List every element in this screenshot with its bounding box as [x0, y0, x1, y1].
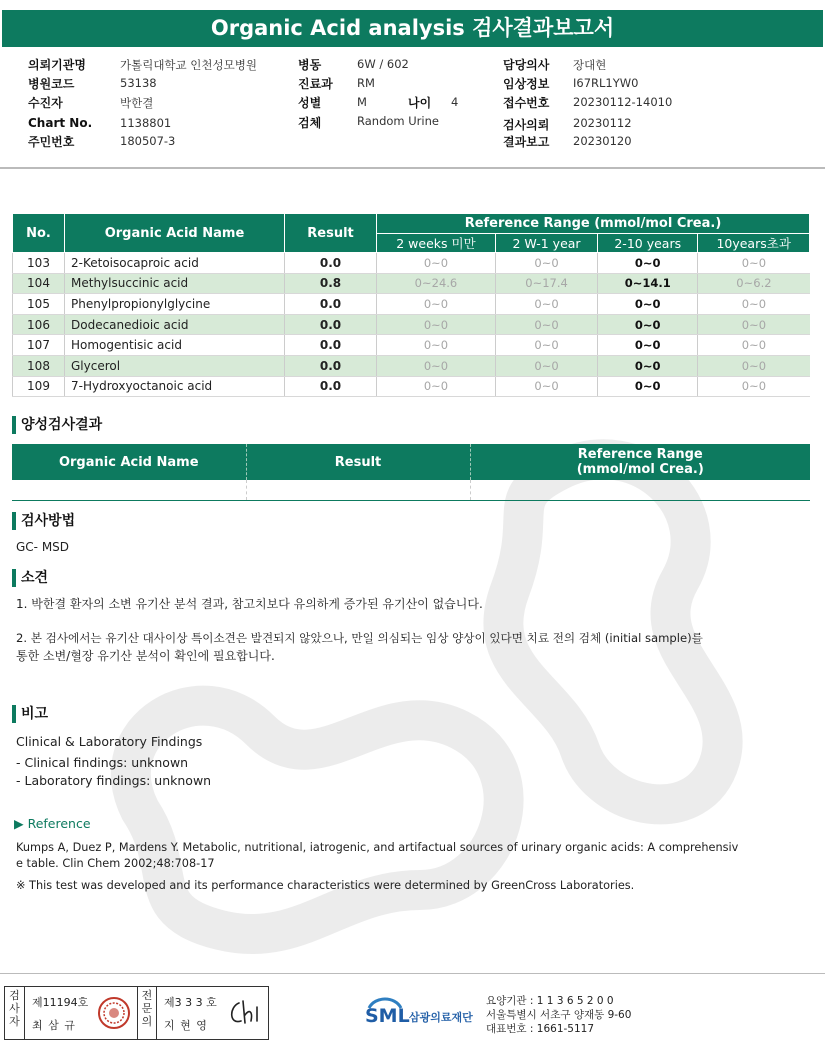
cell-name: Glycerol: [65, 355, 285, 376]
org-phone: 대표번호 : 1661-5117: [486, 1023, 595, 1035]
clinical-label: 임상정보: [503, 77, 550, 91]
ward-value: 6W / 602: [357, 57, 409, 71]
specimen-label: 검체: [298, 116, 322, 130]
cell-result: 0.0: [285, 314, 377, 335]
report-date-label: 결과보고: [503, 135, 550, 149]
receipt-value: 20230112-14010: [573, 95, 673, 109]
cell-result: 0.0: [285, 294, 377, 315]
pos-cell: [470, 480, 810, 500]
footer-divider: [0, 973, 825, 974]
method-heading: 검사방법: [12, 512, 75, 530]
cell-no: 105: [13, 294, 65, 315]
pos-col-name: Organic Acid Name: [12, 444, 246, 480]
col-reference: Reference Range (mmol/mol Crea.): [377, 214, 810, 234]
cell-ref: 0~0: [377, 294, 496, 315]
cell-ref: 0~0: [598, 335, 698, 356]
positive-table: [12, 444, 810, 501]
clinical-value: I67RL1YW0: [573, 76, 639, 90]
cell-ref: 0~0: [377, 314, 496, 335]
table-row: [13, 335, 810, 356]
pos-cell: [246, 480, 470, 500]
watermark-graphic: [80, 430, 800, 990]
org-name: 삼광의료재단: [409, 1011, 473, 1024]
tester-no: 제11194호: [32, 996, 89, 1009]
cell-ref: 0~0: [698, 335, 810, 356]
positive-heading: 양성검사결과: [12, 416, 102, 434]
dept-value: RM: [357, 76, 375, 90]
method-text: GC- MSD: [16, 540, 70, 554]
cell-no: 104: [13, 273, 65, 294]
table-row: [13, 273, 810, 294]
sex-value: M: [357, 95, 367, 109]
cell-ref: 0~17.4: [495, 273, 597, 294]
specialist-no: 제3 3 3 호: [164, 996, 217, 1009]
cell-ref: 0~0: [698, 355, 810, 376]
stamp-icon: [97, 995, 131, 1031]
reference-line-2: e table. Clin Chem 2002;48:708-17: [16, 857, 215, 870]
tester-label: 검사자: [5, 987, 25, 1039]
results-table: [12, 213, 810, 397]
cell-ref: 0~0: [377, 335, 496, 356]
opinion-line-3: 통한 소변/혈장 유기산 분석이 확인에 필요합니다.: [16, 649, 275, 663]
cell-ref: 0~0: [495, 253, 597, 274]
request-label: 검사의뢰: [503, 118, 550, 132]
org-address: 서울특별시 서초구 양재동 9-60: [486, 1009, 632, 1021]
org-code: 요양기관 : 1 1 3 6 5 2 0 0: [486, 995, 614, 1007]
pos-col-ref-line1: Reference Range: [577, 447, 703, 462]
cell-no: 106: [13, 314, 65, 335]
cell-ref: 0~0: [698, 314, 810, 335]
patient-info: [0, 56, 825, 152]
table-row: [12, 480, 810, 500]
cell-result: 0.0: [285, 355, 377, 376]
table-row: [13, 355, 810, 376]
report-date-value: 20230120: [573, 134, 632, 148]
dept-label: 진료과: [298, 77, 333, 91]
cell-no: 108: [13, 355, 65, 376]
cell-ref: 0~14.1: [598, 273, 698, 294]
specialist-name: 지 현 영: [164, 1019, 208, 1032]
cell-ref: 0~0: [495, 376, 597, 397]
col-name: Organic Acid Name: [65, 214, 285, 253]
cell-no: 103: [13, 253, 65, 274]
cell-ref: 0~0: [377, 253, 496, 274]
sex-label: 성별: [298, 96, 322, 110]
pos-col-ref-line2: (mmol/mol Crea.): [576, 462, 704, 477]
cell-ref: 0~24.6: [377, 273, 496, 294]
cell-no: 109: [13, 376, 65, 397]
pos-col-ref: [470, 444, 810, 480]
col-ref-1: 2 weeks 미만: [377, 234, 496, 253]
cell-ref: 0~0: [495, 294, 597, 315]
table-row: [13, 253, 810, 274]
table-row: [13, 314, 810, 335]
divider: [0, 167, 825, 169]
cell-name: 7-Hydroxyoctanoic acid: [65, 376, 285, 397]
cell-result: 0.0: [285, 376, 377, 397]
col-ref-4: 10years초과: [698, 234, 810, 253]
table-row: [13, 294, 810, 315]
reference-note: ※ This test was developed and its performance characteristics were determined by GreenCross Laboratories.: [16, 879, 635, 892]
cell-ref: 0~0: [598, 355, 698, 376]
age-value: 4: [451, 95, 459, 109]
patient-label: 수진자: [28, 96, 63, 110]
remark-heading: 비고: [12, 705, 48, 723]
col-result: Result: [285, 214, 377, 253]
cell-ref: 0~0: [698, 294, 810, 315]
chart-value: 1138801: [120, 116, 172, 130]
cell-ref: 0~0: [377, 376, 496, 397]
sml-logo: [363, 994, 483, 1034]
cell-ref: 0~0: [698, 376, 810, 397]
logo-text: SML: [365, 1005, 410, 1027]
code-value: 53138: [120, 76, 157, 90]
opinion-heading: 소견: [12, 569, 48, 587]
chart-label: Chart No.: [28, 116, 93, 130]
request-value: 20230112: [573, 116, 632, 130]
cell-name: 2-Ketoisocaproic acid: [65, 253, 285, 274]
cell-ref: 0~0: [598, 376, 698, 397]
age-label: 나이: [408, 96, 432, 110]
cell-ref: 0~0: [495, 335, 597, 356]
doctor-label: 담당의사: [503, 58, 550, 72]
cell-name: Phenylpropionylglycine: [65, 294, 285, 315]
cell-ref: 0~0: [598, 294, 698, 315]
cell-no: 107: [13, 335, 65, 356]
pos-col-result: Result: [246, 444, 470, 480]
specialist-label: 전문의: [137, 987, 157, 1039]
cell-name: Methylsuccinic acid: [65, 273, 285, 294]
col-ref-3: 2-10 years: [598, 234, 698, 253]
patient-value: 박한결: [120, 96, 154, 110]
remark-clinical: - Clinical findings: unknown: [16, 755, 189, 770]
remark-title: Clinical & Laboratory Findings: [16, 734, 203, 749]
cell-result: 0.0: [285, 335, 377, 356]
id-value: 180507-3: [120, 134, 176, 148]
cell-ref: 0~0: [495, 355, 597, 376]
tester-name: 최 삼 규: [32, 1019, 76, 1032]
doctor-value: 장대현: [573, 58, 607, 72]
col-no: No.: [13, 214, 65, 253]
id-label: 주민번호: [28, 135, 75, 149]
col-ref-2: 2 W-1 year: [495, 234, 597, 253]
reference-heading: ▶ Reference: [14, 816, 91, 831]
ward-label: 병동: [298, 58, 322, 72]
cell-ref: 0~6.2: [698, 273, 810, 294]
cell-result: 0.0: [285, 253, 377, 274]
cell-ref: 0~0: [377, 355, 496, 376]
hospital-label: 의뢰기관명: [28, 58, 86, 72]
cell-result: 0.8: [285, 273, 377, 294]
cell-ref: 0~0: [495, 314, 597, 335]
cell-ref: 0~0: [698, 253, 810, 274]
specimen-value: Random Urine: [357, 114, 439, 128]
code-label: 병원코드: [28, 77, 75, 91]
table-row: [13, 376, 810, 397]
opinion-line-2: 2. 본 검사에서는 유기산 대사이상 특이소견은 발견되지 않았으나, 만일 의심되는 임상 양상이 있다면 치료 전의 검체 (initial sample)를: [16, 631, 703, 645]
signature-box: [4, 986, 269, 1040]
remark-lab: - Laboratory findings: unknown: [16, 773, 212, 788]
cell-ref: 0~0: [598, 253, 698, 274]
report-title: Organic Acid analysis 검사결과보고서: [2, 10, 823, 47]
reference-line-1: Kumps A, Duez P, Mardens Y. Metabolic, nutritional, iatrogenic, and artifactual sources of urinary organic acids: A comprehensiv: [16, 841, 739, 854]
cell-ref: 0~0: [598, 314, 698, 335]
opinion-line-1: 1. 박한결 환자의 소변 유기산 분석 결과, 참고치보다 유의하게 증가된 유기산이 없습니다.: [16, 597, 483, 611]
signature-icon: [227, 997, 265, 1029]
pos-cell: [12, 480, 246, 500]
cell-name: Homogentisic acid: [65, 335, 285, 356]
cell-name: Dodecanedioic acid: [65, 314, 285, 335]
receipt-label: 접수번호: [503, 96, 550, 110]
hospital-value: 가톨릭대학교 인천성모병원: [120, 58, 257, 72]
